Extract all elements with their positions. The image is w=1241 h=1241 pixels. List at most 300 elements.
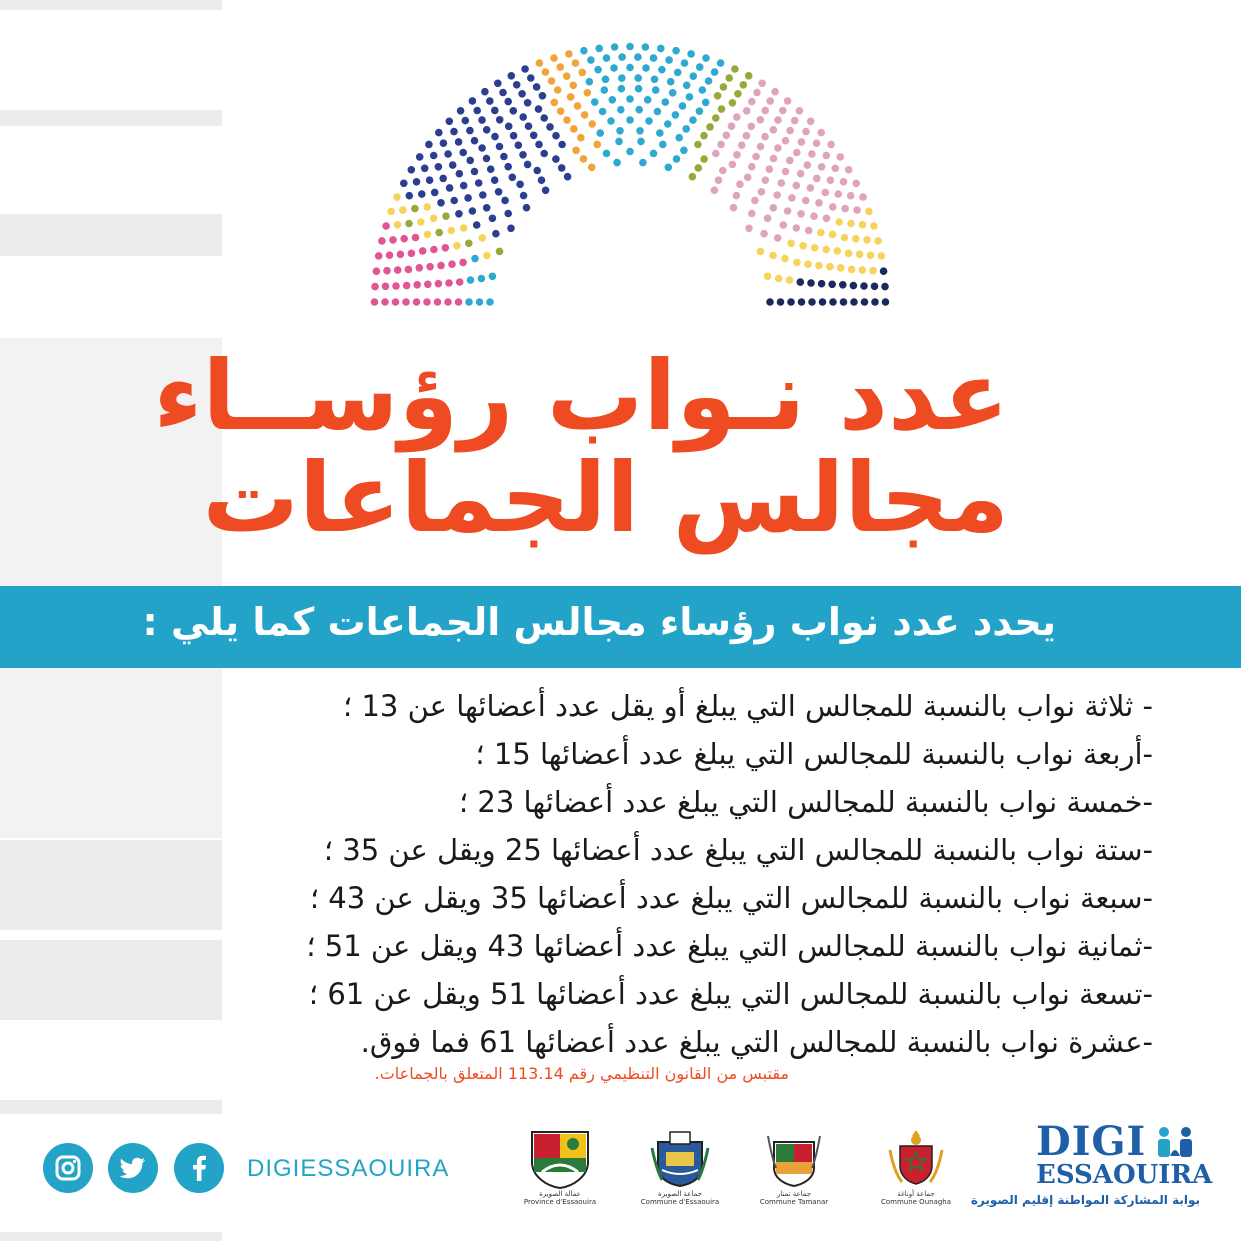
- seat-dot: [495, 188, 503, 196]
- seat-dot: [496, 116, 504, 124]
- seat-dot: [650, 150, 658, 158]
- seat-dot: [504, 163, 512, 171]
- seat-dot: [840, 178, 848, 186]
- seat-dot: [617, 106, 625, 114]
- seat-dot: [496, 143, 504, 151]
- seat-dot: [852, 235, 860, 243]
- seat-dot: [680, 147, 688, 155]
- seat-dot: [483, 252, 491, 260]
- seat-dot: [840, 298, 848, 306]
- seat-dot: [487, 165, 495, 173]
- seat-dot: [483, 126, 491, 134]
- seat-dot: [702, 54, 710, 62]
- seat-dot: [430, 152, 438, 160]
- rules-list: [113, 682, 1153, 1066]
- seat-dot: [581, 111, 589, 119]
- seat-dot: [878, 252, 886, 260]
- seat-dot: [650, 54, 658, 62]
- seat-dot: [774, 116, 782, 124]
- banner-text: يحدد عدد نواب رؤساء مجالس الجماعات كما يلي :: [142, 600, 1056, 644]
- seat-dot: [504, 210, 512, 218]
- seat-dot: [527, 74, 535, 82]
- seat-dot: [717, 59, 725, 67]
- seat-dot: [519, 113, 527, 121]
- seat-dot: [501, 197, 509, 205]
- seat-dot: [444, 150, 452, 158]
- seat-dot: [580, 155, 588, 163]
- seat-dot: [444, 298, 452, 306]
- seat-dot: [654, 108, 662, 116]
- seat-dot: [471, 137, 479, 145]
- seat-dot: [525, 122, 533, 130]
- seat-dot: [554, 86, 562, 94]
- seat-dot: [397, 251, 405, 259]
- seat-dot: [513, 81, 521, 89]
- seat-dot: [426, 263, 434, 271]
- seat-dot: [596, 129, 604, 137]
- seat-dot: [679, 102, 687, 110]
- seat-dot: [796, 107, 804, 115]
- seat-dot: [442, 212, 450, 220]
- seat-dot: [723, 132, 731, 140]
- social-handle[interactable]: DIGIESSAOUIRA: [247, 1155, 450, 1182]
- seat-dot: [453, 242, 461, 250]
- seat-dot: [766, 97, 774, 105]
- seat-dot: [782, 168, 790, 176]
- seat-dot: [418, 190, 426, 198]
- seat-dot: [440, 139, 448, 147]
- seat-dot: [696, 107, 704, 115]
- seat-dot: [535, 105, 543, 113]
- seat-dot: [770, 126, 778, 134]
- seat-dot: [822, 246, 830, 254]
- seat-dot: [681, 59, 689, 67]
- seat-dot: [669, 89, 677, 97]
- seat-dot: [524, 99, 532, 107]
- seat-dot: [389, 236, 397, 244]
- seat-dot: [392, 298, 400, 306]
- seat-dot: [435, 229, 443, 237]
- seat-dot: [535, 141, 543, 149]
- seat-dot: [521, 65, 529, 73]
- seat-dot: [476, 298, 484, 306]
- seat-dot: [611, 43, 619, 51]
- seat-dot: [595, 45, 603, 53]
- seat-dot: [798, 298, 806, 306]
- seat-dot: [442, 244, 450, 252]
- seat-dot: [591, 98, 599, 106]
- seat-dot: [758, 188, 766, 196]
- seat-dot: [473, 107, 481, 115]
- seat-dot: [665, 56, 673, 64]
- seat-dot: [570, 82, 578, 90]
- seat-dot: [492, 230, 500, 238]
- seat-dot: [599, 108, 607, 116]
- seat-dot: [859, 193, 867, 201]
- seat-dot: [743, 132, 751, 140]
- seat-dot: [811, 244, 819, 252]
- seat-dot: [860, 282, 868, 290]
- seat-dot: [618, 74, 626, 82]
- seat-dot: [672, 47, 680, 55]
- seat-dot: [536, 59, 544, 67]
- seat-dot: [731, 65, 739, 73]
- seat-dot: [491, 133, 499, 141]
- seat-dot: [635, 85, 643, 93]
- logo-tagline: بوابة المشاركة المواطنة إقليم الصويرة: [970, 1193, 1200, 1207]
- seat-dot: [818, 280, 826, 288]
- seat-dot: [745, 225, 753, 233]
- seat-dot: [700, 132, 708, 140]
- seat-dot: [852, 180, 860, 188]
- seat-dot: [416, 153, 424, 161]
- seat-dot: [602, 76, 610, 84]
- seat-dot: [626, 43, 634, 51]
- seat-dot: [542, 68, 550, 76]
- seat-dot: [807, 184, 815, 192]
- seat-dot: [817, 129, 825, 137]
- seat-dot: [728, 122, 736, 130]
- seat-dot: [827, 176, 835, 184]
- seat-dot: [642, 64, 650, 72]
- seat-dot: [584, 89, 592, 97]
- seat-dot: [764, 273, 772, 281]
- seat-dot: [766, 298, 774, 306]
- seat-dot: [683, 82, 691, 90]
- seat-dot: [781, 255, 789, 263]
- seat-dot: [645, 117, 653, 125]
- seat-dot: [579, 69, 587, 77]
- seat-dot: [673, 155, 681, 163]
- seat-dot: [859, 221, 867, 229]
- seat-dot: [699, 86, 707, 94]
- seat-dot: [563, 72, 571, 80]
- seat-dot: [804, 260, 812, 268]
- seat-dot: [834, 190, 842, 198]
- seat-dot: [557, 63, 565, 71]
- seat-dot: [819, 298, 827, 306]
- seat-dot: [797, 278, 805, 286]
- seat-dot: [448, 227, 456, 235]
- seat-dot: [530, 132, 538, 140]
- seat-dot: [807, 118, 815, 126]
- seat-dot: [478, 116, 486, 124]
- seat-dot: [540, 114, 548, 122]
- source-citation: مقتبس من القانون التنظيمي رقم 113.14 المتعلق بالجماعات.: [374, 1064, 789, 1083]
- seat-dot: [674, 69, 682, 77]
- seat-dot: [435, 163, 443, 171]
- seat-dot: [567, 93, 575, 101]
- seat-dot: [850, 298, 858, 306]
- seat-dot: [818, 163, 826, 171]
- seat-dot: [387, 208, 395, 216]
- seat-dot: [753, 89, 761, 97]
- logo-text-bottom: ESSAOUIRA: [1036, 1160, 1213, 1190]
- seat-dot: [808, 298, 816, 306]
- seat-dot: [411, 205, 419, 213]
- seat-dot: [413, 178, 421, 186]
- facebook-icon[interactable]: [174, 1143, 224, 1193]
- commune-essaouira-caption: جماعة الصويرة Commune d'Essaouira: [640, 1190, 720, 1206]
- seat-dot: [714, 92, 722, 100]
- seat-dot: [847, 192, 855, 200]
- seat-dot: [426, 176, 434, 184]
- seat-dot: [413, 298, 421, 306]
- instagram-icon[interactable]: [43, 1143, 93, 1193]
- seat-dot: [558, 141, 566, 149]
- seat-dot: [586, 78, 594, 86]
- twitter-icon[interactable]: [108, 1143, 158, 1193]
- seat-dot: [808, 150, 816, 158]
- seat-dot: [748, 123, 756, 131]
- seat-dot: [779, 107, 787, 115]
- seat-dot: [700, 155, 708, 163]
- seat-dot: [403, 282, 411, 290]
- seat-dot: [829, 298, 837, 306]
- seat-dot: [424, 281, 432, 289]
- rule-item: -سبعة نواب بالنسبة للمجالس التي يبلغ عدد أعضائها 35 ويقل عن 43 ؛: [309, 881, 1153, 915]
- seat-dot: [771, 88, 779, 96]
- seat-dot: [762, 176, 770, 184]
- seat-dot: [786, 276, 794, 284]
- seat-dot: [744, 174, 752, 182]
- seat-dot: [869, 267, 877, 275]
- seat-dot: [400, 235, 408, 243]
- seat-dot: [786, 157, 794, 165]
- seat-dot: [639, 159, 647, 167]
- seat-dot: [469, 97, 477, 105]
- seat-dot: [465, 298, 473, 306]
- seat-dot: [778, 179, 786, 187]
- seat-dot: [593, 141, 601, 149]
- seat-dot: [672, 111, 680, 119]
- seat-dot: [479, 234, 487, 242]
- intro-banner: [0, 586, 1241, 668]
- seat-dot: [805, 227, 813, 235]
- seat-dot: [496, 248, 504, 256]
- seat-dot: [408, 166, 416, 174]
- seat-dot: [507, 225, 515, 233]
- seat-dot: [817, 229, 825, 237]
- seat-dot: [371, 298, 379, 306]
- seat-dot: [431, 189, 439, 197]
- seat-dot: [880, 267, 888, 275]
- seat-dot: [399, 206, 407, 214]
- digi-essaouira-logo: [970, 1118, 1213, 1218]
- seat-dot: [540, 150, 548, 158]
- seat-dot: [378, 237, 386, 245]
- seat-dot: [455, 138, 463, 146]
- seat-dot: [802, 128, 810, 136]
- seat-dot: [729, 161, 737, 169]
- seat-dot: [450, 128, 458, 136]
- seat-dot: [829, 203, 837, 211]
- seat-dot: [712, 150, 720, 158]
- seat-dot: [738, 141, 746, 149]
- seat-dot: [773, 191, 781, 199]
- seat-dot: [455, 210, 463, 218]
- seat-dot: [793, 182, 801, 190]
- seat-dot: [471, 168, 479, 176]
- seat-dot: [382, 222, 390, 230]
- seat-dot: [577, 134, 585, 142]
- rule-item: -خمسة نواب بالنسبة للمجالس التي يبلغ عدد أعضائها 23 ؛: [458, 785, 1153, 819]
- seat-dot: [462, 117, 470, 125]
- seat-dot: [381, 298, 389, 306]
- seat-dot: [439, 175, 447, 183]
- seat-dot: [564, 173, 572, 181]
- seat-dot: [563, 116, 571, 124]
- seat-dot: [475, 179, 483, 187]
- seat-dot: [706, 123, 714, 131]
- seat-dot: [786, 127, 794, 135]
- seat-dot: [486, 298, 494, 306]
- seat-dot: [516, 181, 524, 189]
- seat-dot: [642, 43, 650, 51]
- seat-dot: [736, 181, 744, 189]
- seat-dot: [743, 107, 751, 115]
- seat-dot: [837, 153, 845, 161]
- seat-dot: [489, 273, 497, 281]
- seat-dot: [675, 134, 683, 142]
- seat-dot: [434, 298, 442, 306]
- seat-dot: [729, 99, 737, 107]
- seat-dot: [601, 86, 609, 94]
- seat-dot: [780, 221, 788, 229]
- seat-dot: [865, 208, 873, 216]
- seat-dot: [863, 236, 871, 244]
- seat-dot: [435, 129, 443, 137]
- seat-dot: [826, 263, 834, 271]
- seat-dot: [711, 187, 719, 195]
- seat-dot: [459, 259, 467, 267]
- seat-dot: [856, 251, 864, 259]
- seat-dot: [760, 230, 768, 238]
- seat-dot: [804, 161, 812, 169]
- seat-dot: [822, 189, 830, 197]
- seat-dot: [519, 151, 527, 159]
- seat-dot: [603, 54, 611, 62]
- seat-dot: [823, 152, 831, 160]
- seat-dot: [504, 98, 512, 106]
- seat-dot: [774, 234, 782, 242]
- seat-dot: [491, 176, 499, 184]
- seat-dot: [761, 107, 769, 115]
- seat-dot: [748, 210, 756, 218]
- seat-dot: [715, 176, 723, 184]
- seat-dot: [725, 74, 733, 82]
- seat-dot: [423, 298, 431, 306]
- seat-dot: [446, 118, 454, 126]
- seat-dot: [705, 77, 713, 85]
- seat-dot: [533, 167, 541, 175]
- seat-dot: [615, 138, 623, 146]
- seat-dot: [828, 281, 836, 289]
- seat-dot: [424, 231, 432, 239]
- seat-dot: [466, 127, 474, 135]
- seat-dot: [587, 56, 595, 64]
- seat-dot: [845, 250, 853, 258]
- seat-dot: [788, 194, 796, 202]
- seat-dot: [538, 176, 546, 184]
- seat-dot: [373, 267, 381, 275]
- seat-dot: [682, 125, 690, 133]
- rule-item: - ثلاثة نواب بالنسبة للمجالس التي يبلغ أو يقل عدد أعضائها عن 13 ؛: [343, 689, 1153, 723]
- seat-dot: [815, 199, 823, 207]
- seat-dot: [471, 255, 479, 263]
- seat-dot: [871, 283, 879, 291]
- seat-dot: [437, 199, 445, 207]
- seat-dot: [464, 194, 472, 202]
- seat-dot: [450, 197, 458, 205]
- seat-dot: [626, 95, 634, 103]
- seat-dot: [421, 165, 429, 173]
- seat-dot: [552, 155, 560, 163]
- seat-dot: [382, 283, 390, 291]
- seat-dot: [478, 144, 486, 152]
- seat-dot: [603, 150, 611, 158]
- seat-dot: [467, 276, 475, 284]
- seat-dot: [548, 77, 556, 85]
- seat-dot: [481, 88, 489, 96]
- seat-dot: [689, 116, 697, 124]
- seat-dot: [383, 267, 391, 275]
- seat-dot: [419, 247, 427, 255]
- seat-dot: [827, 141, 835, 149]
- seat-dot: [413, 281, 421, 289]
- seat-dot: [667, 78, 675, 86]
- seat-dot: [813, 139, 821, 147]
- seat-dot: [626, 116, 634, 124]
- seat-dot: [730, 204, 738, 212]
- seat-dot: [839, 281, 847, 289]
- seat-dot: [695, 164, 703, 172]
- title-line-1: عدد نـواب رؤســاء: [153, 340, 1009, 452]
- seat-dot: [520, 192, 528, 200]
- seat-dot: [402, 298, 410, 306]
- seat-dot: [371, 283, 379, 291]
- seat-dot: [775, 275, 783, 283]
- seat-dot: [689, 173, 697, 181]
- seat-dot: [837, 264, 845, 272]
- seat-dot: [460, 182, 468, 190]
- seat-dot: [408, 250, 416, 258]
- seat-dot: [793, 149, 801, 157]
- seat-dot: [867, 251, 875, 259]
- seat-dot: [483, 155, 491, 163]
- seat-dot: [748, 163, 756, 171]
- rule-item: -أربعة نواب بالنسبة للمجالس التي يبلغ عدد أعضائها 15 ؛: [475, 737, 1153, 771]
- seat-dot: [508, 72, 516, 80]
- seat-dot: [417, 218, 425, 226]
- seat-dot: [539, 92, 547, 100]
- seat-dot: [473, 221, 481, 229]
- seat-dot: [832, 165, 840, 173]
- seat-dot: [572, 147, 580, 155]
- seat-dot: [626, 148, 634, 156]
- seat-dot: [636, 127, 644, 135]
- seat-dot: [861, 298, 869, 306]
- seat-dot: [552, 132, 560, 140]
- seat-dot: [758, 80, 766, 88]
- seat-dot: [777, 298, 785, 306]
- seat-dot: [574, 102, 582, 110]
- seat-dot: [702, 99, 710, 107]
- seat-dot: [523, 204, 531, 212]
- seat-dot: [515, 141, 523, 149]
- seat-dot: [505, 123, 513, 131]
- seat-dot: [751, 197, 759, 205]
